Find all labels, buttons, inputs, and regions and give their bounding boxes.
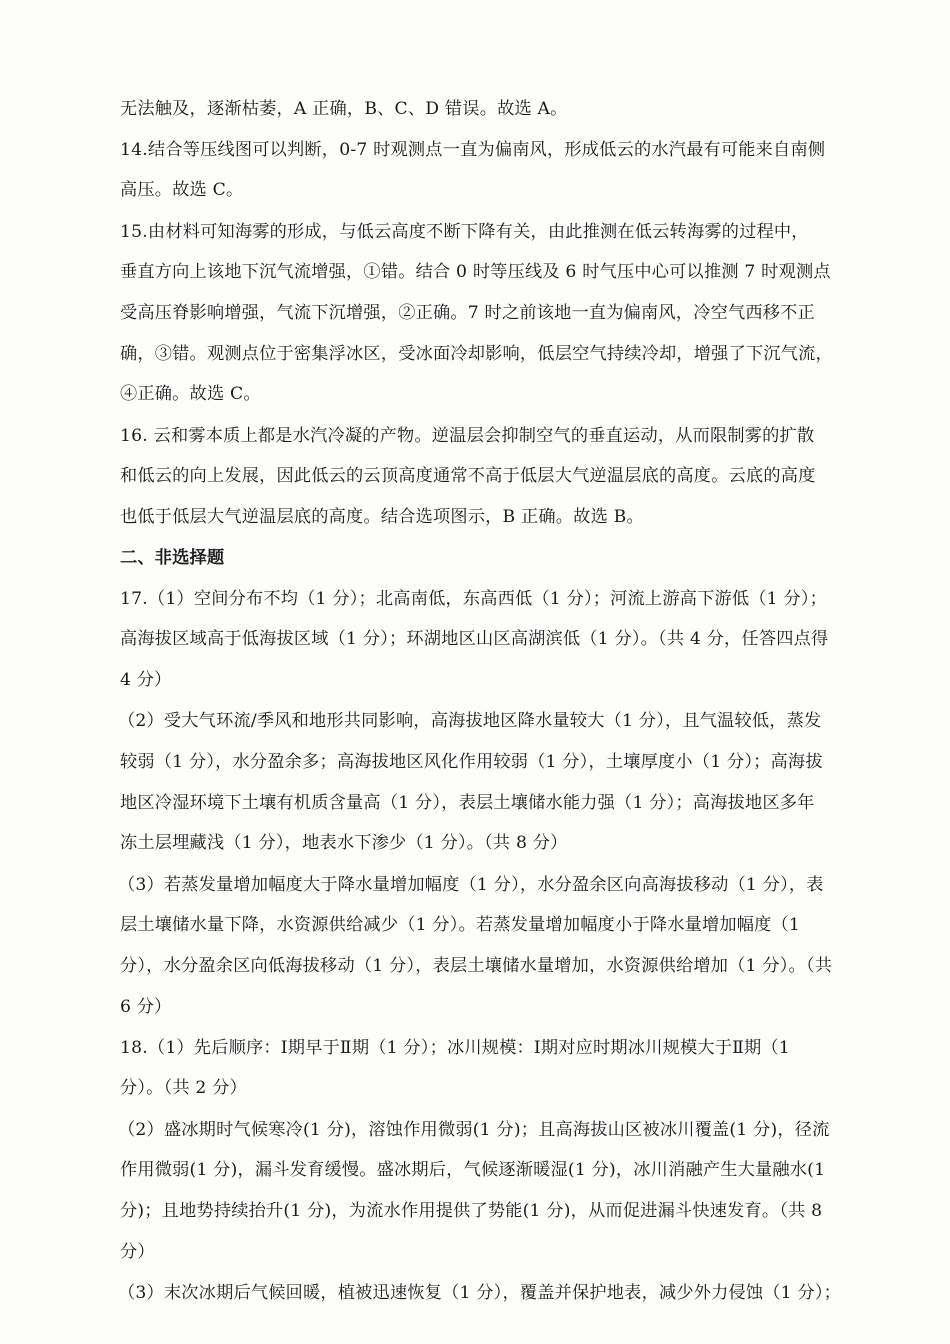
text-line: 高压。故选 C。 (120, 180, 244, 200)
text-line: 无法触及，逐渐枯萎，A 正确，B、C、D 错误。故选 A。 (120, 99, 568, 119)
text-line: ④正确。故选 C。 (120, 384, 261, 404)
text-line: 16. 云和雾本质上都是水汽冷凝的产物。逆温层会抑制空气的垂直运动，从而限制雾的扩散 (120, 426, 815, 446)
text-line: 确，③错。观测点位于密集浮冰区，受冰面冷却影响，低层空气持续冷却，增强了下沉气流， (120, 344, 833, 364)
text-line: 受高压脊影响增强，气流下沉增强，②正确。7 时之前该地一直为偏南风，冷空气西移不正 (120, 303, 815, 323)
text-line: 4 分） (120, 670, 172, 690)
text-line: 17.（1）空间分布不均（1 分）；北高南低，东高西低（1 分）；河流上游高下游低（1 分）； (120, 589, 828, 609)
text-line: 分）。（共 2 分） (120, 1078, 247, 1098)
text-line: 层土壤储水量下降，水资源供给减少（1 分）。若蒸发量增加幅度小于降水量增加幅度（1 (120, 915, 801, 935)
text-line: （3）末次冰期后气候回暖，植被迅速恢复（1 分），覆盖并保护地表，减少外力侵蚀（1 分）； (118, 1283, 842, 1303)
text-line: 垂直方向上该地下沉气流增强，①错。结合 0 时等压线及 6 时气压中心可以推测 7 时观测点 (120, 262, 831, 282)
text-line: 分），水分盈余区向低海拔移动（1 分），表层土壤储水量增加，水资源供给增加（1 分）。（共 (120, 956, 833, 976)
section-heading: 二、非选择题 (120, 548, 225, 568)
text-line: 分)；且地势持续抬升(1 分)，为流水作用提供了势能(1 分)，从而促进漏斗快速发育。（共 8 (120, 1201, 823, 1221)
text-line: 15.由材料可知海雾的形成，与低云高度不断下降有关，由此推测在低云转海雾的过程中， (120, 222, 809, 242)
text-line: 作用微弱(1 分)，漏斗发育缓慢。盛冰期后，气候逐渐暖湿(1 分)，冰川消融产生大量融水(1 (120, 1160, 826, 1180)
text-line: 分） (120, 1242, 155, 1262)
text-line: （2）受大气环流/季风和地形共同影响，高海拔地区降水量较大（1 分），且气温较低，蒸发 (118, 711, 822, 731)
text-line: 和低云的向上发展，因此低云的云顶高度通常不高于低层大气逆温层底的高度。云底的高度 (120, 466, 816, 486)
text-line: 18.（1）先后顺序：Ⅰ期早于Ⅱ期（1 分）；冰川规模：Ⅰ期对应时期冰川规模大于Ⅱ期（1 (120, 1038, 790, 1058)
text-line: 14.结合等压线图可以判断，0-7 时观测点一直为偏南风，形成低云的水汽最有可能来自南侧 (120, 140, 826, 160)
text-line: 地区冷湿环境下土壤有机质含量高（1 分），表层土壤储水能力强（1 分）；高海拔地区多年 (120, 793, 815, 813)
text-line: （3）若蒸发量增加幅度大于降水量增加幅度（1 分），水分盈余区向高海拔移动（1 分），表 (118, 875, 824, 895)
text-line: 高海拔区域高于低海拔区域（1 分）；环湖地区山区高湖滨低（1 分）。（共 4 分，任答四点得 (120, 629, 829, 649)
text-line: 冻土层埋藏浅（1 分），地表水下渗少（1 分）。（共 8 分） (120, 833, 568, 853)
text-line: （2）盛冰期时气候寒冷(1 分)，溶蚀作用微弱(1 分)；且高海拔山区被冰川覆盖(1 分)，径流 (118, 1120, 830, 1140)
text-line: 较弱（1 分），水分盈余多；高海拔地区风化作用较弱（1 分），土壤厚度小（1 分）；高海拔 (120, 752, 823, 772)
text-line: 6 分） (120, 997, 172, 1017)
text-line: 也低于低层大气逆温层底的高度。结合选项图示，B 正确。故选 B。 (120, 507, 644, 527)
